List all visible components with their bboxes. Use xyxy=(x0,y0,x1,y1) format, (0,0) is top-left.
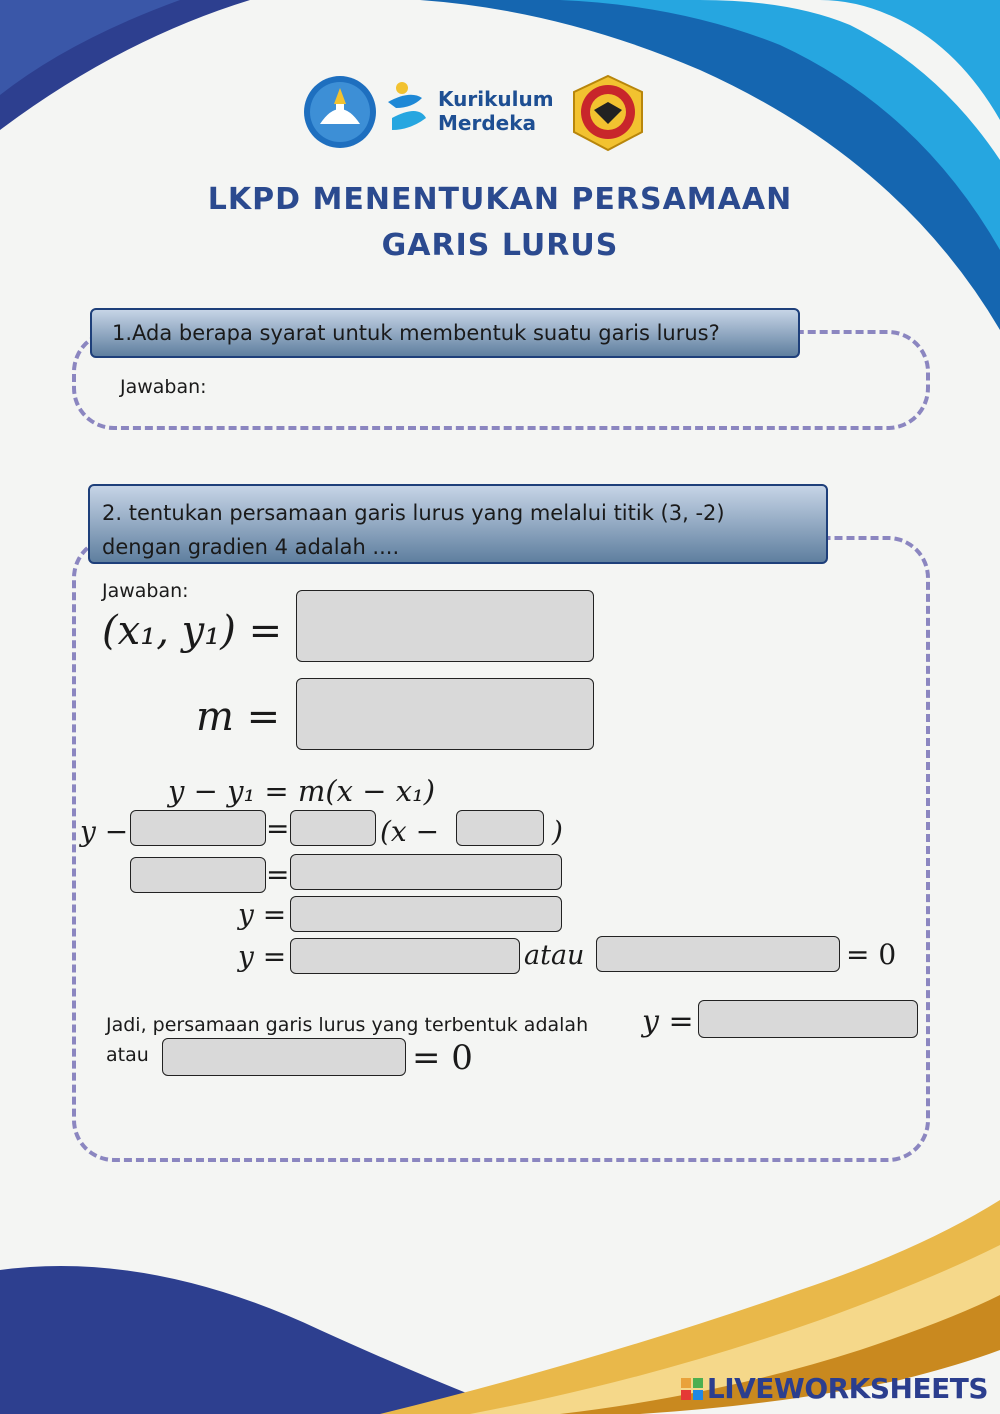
svg-text:Kurikulum: Kurikulum xyxy=(438,87,554,111)
logo-row xyxy=(300,74,660,154)
q2-question-line1: 2. tentukan persamaan garis lurus yang melalui titik (3, -2) xyxy=(102,501,725,525)
row4-y-equals: y = xyxy=(238,940,287,973)
conclusion-y-equals: y = xyxy=(642,1004,694,1039)
m-input[interactable] xyxy=(290,810,376,846)
row3-y-equals: y = xyxy=(238,898,287,931)
row4-eq-zero: = 0 xyxy=(846,938,897,971)
step4-right-input[interactable] xyxy=(596,936,840,972)
q2-answer-label: Jawaban: xyxy=(102,580,189,602)
liveworksheets-watermark xyxy=(681,1372,988,1405)
watermark-text: LIVEWORKSHEETS xyxy=(706,1372,988,1405)
final-general-input[interactable] xyxy=(162,1038,406,1076)
row1-prefix: y − xyxy=(80,815,129,848)
row2-equals: = xyxy=(266,858,290,891)
q2-question-line2: dengan gradien 4 adalah .... xyxy=(102,535,400,559)
gradient-label: m = xyxy=(196,694,281,740)
kurikulum-merdeka-logo-icon xyxy=(388,82,554,135)
conclusion-eq-zero: = 0 xyxy=(412,1038,473,1078)
row4-atau: atau xyxy=(524,940,585,971)
step2-right-input[interactable] xyxy=(290,854,562,890)
step3-input[interactable] xyxy=(290,896,562,932)
point-input[interactable] xyxy=(296,590,594,662)
step2-left-input[interactable] xyxy=(130,857,266,893)
university-seal-icon xyxy=(574,76,642,150)
point-slope-formula: y − y₁ = m(x − x₁) xyxy=(168,774,436,808)
svg-text:Merdeka: Merdeka xyxy=(438,111,537,135)
gradient-input[interactable] xyxy=(296,678,594,750)
point-label: (x₁, y₁) = xyxy=(102,608,283,654)
row1-close: ) xyxy=(552,815,563,848)
row1-mid: (x − xyxy=(380,815,440,848)
step4-left-input[interactable] xyxy=(290,938,520,974)
logos-svg xyxy=(300,74,660,154)
final-y-input[interactable] xyxy=(698,1000,918,1038)
q1-answer-label: Jawaban: xyxy=(120,376,207,398)
q1-question-banner xyxy=(90,308,800,358)
tut-wuri-logo-icon xyxy=(304,76,376,148)
page-title-line1: LKPD MENENTUKAN PERSAMAAN xyxy=(207,182,793,217)
conclusion-text: Jadi, persamaan garis lurus yang terbentuk adalah xyxy=(106,1014,589,1036)
q2-question-banner xyxy=(88,484,828,564)
y1-input[interactable] xyxy=(130,810,266,846)
q1-question-text: 1.Ada berapa syarat untuk membentuk suatu garis lurus? xyxy=(112,321,720,345)
x1-input[interactable] xyxy=(456,810,544,846)
liveworksheets-logo-icon xyxy=(681,1378,703,1400)
row1-equals: = xyxy=(266,812,290,845)
page-title-line2: GARIS LURUS xyxy=(381,228,619,263)
conclusion-atau: atau xyxy=(106,1044,149,1066)
